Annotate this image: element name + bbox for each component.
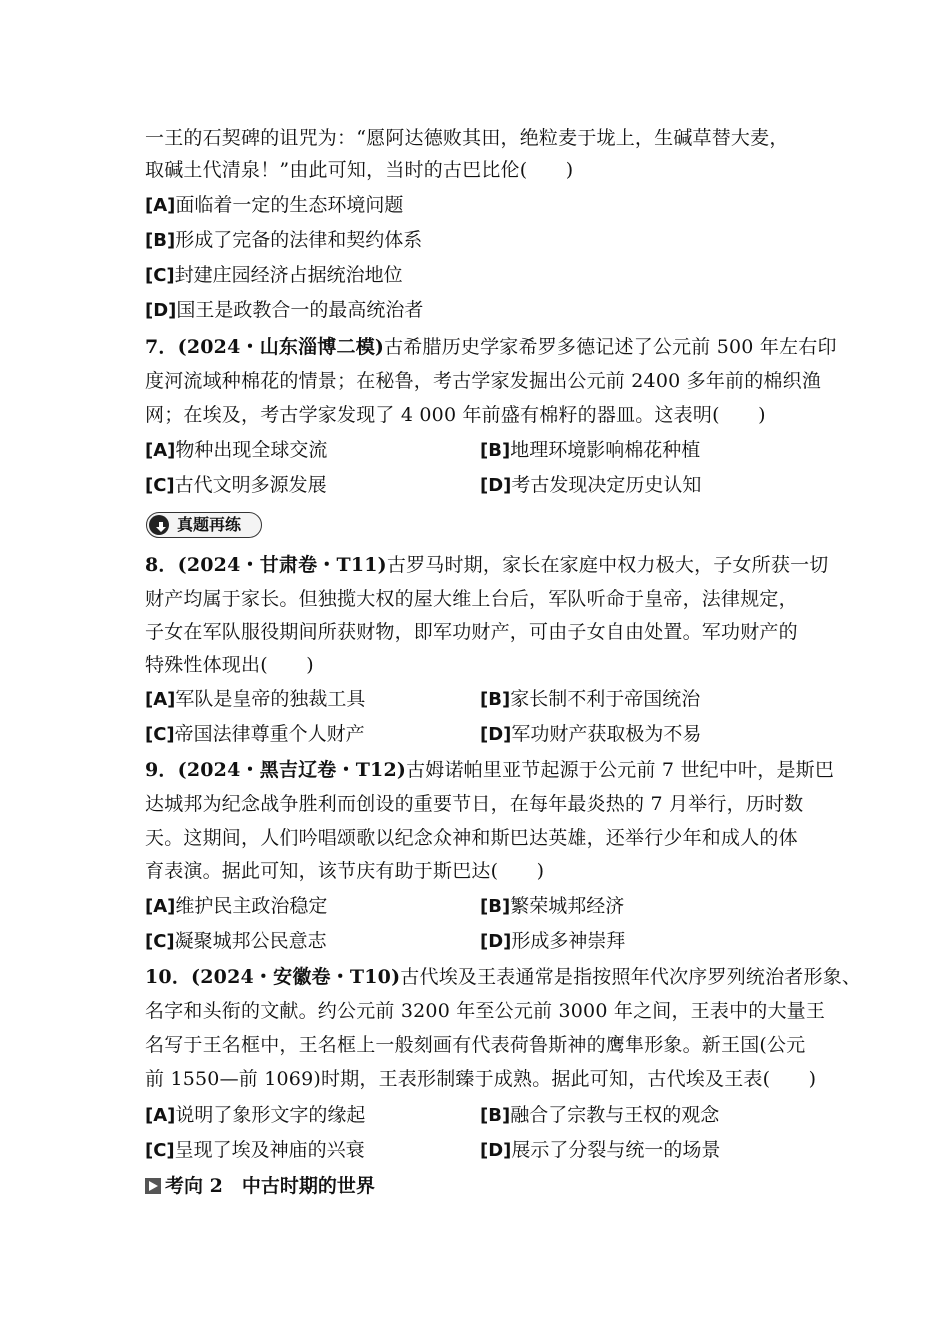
option-text: 呈现了埃及神庙的兴衰	[174, 1139, 365, 1161]
question-text: 古姆诺帕里亚节起源于公元前 7 世纪中叶，是斯巴	[406, 759, 835, 781]
q10-option-c[interactable]	[145, 1138, 365, 1163]
q6-stem-line-2: 取碱土代清泉！”由此可知，当时的古巴比伦( )	[145, 159, 574, 181]
section-heading	[145, 1174, 375, 1198]
option-letter: [C]	[145, 724, 175, 745]
option-text: 地理环境影响棉花种植	[510, 439, 701, 461]
option-letter: [B]	[480, 689, 511, 710]
q10-option-d[interactable]	[480, 1138, 720, 1163]
q8-stem-line-3: 子女在军队服役期间所获财物，即军功财产，可由子女自由处置。军功财产的	[145, 621, 798, 643]
option-text: 繁荣城邦经济	[510, 895, 625, 917]
option-letter: [D]	[480, 931, 512, 952]
q10-option-a[interactable]	[145, 1103, 365, 1128]
q7-stem-line-1	[145, 335, 837, 359]
play-triangle-icon	[145, 1178, 161, 1194]
option-text: 帝国法律尊重个人财产	[174, 723, 365, 745]
question-source: (2024・安徽卷・T10)	[191, 966, 401, 988]
option-text: 军队是皇帝的独裁工具	[175, 688, 366, 710]
option-letter: [B]	[480, 896, 511, 917]
q9-stem-line-1	[145, 758, 834, 782]
q9-option-b[interactable]	[480, 894, 624, 919]
option-letter: [D]	[145, 300, 177, 321]
banner-label: 真题再练	[177, 515, 242, 534]
question-number: 8．	[145, 554, 178, 576]
option-text: 家长制不利于帝国统治	[510, 688, 701, 710]
q6-option-c[interactable]	[145, 263, 403, 288]
q7-stem-line-3: 网；在埃及，考古学家发现了 4 000 年前盛有棉籽的器皿。这表明( )	[145, 404, 766, 426]
q9-stem-line-2: 达城邦为纪念战争胜利而创设的重要节日，在每年最炎热的 7 月举行，历时数	[145, 793, 804, 815]
q7-option-b[interactable]	[480, 438, 700, 463]
option-text: 国王是政教合一的最高统治者	[176, 299, 424, 321]
question-number: 7．	[145, 336, 178, 358]
q10-stem-line-1	[145, 965, 861, 989]
option-text: 封建庄园经济占据统治地位	[174, 264, 403, 286]
q9-option-c[interactable]	[145, 929, 327, 954]
q8-stem-line-2: 财产均属于家长。但独揽大权的屋大维上台后，军队听命于皇帝，法律规定，	[145, 588, 798, 610]
option-letter: [A]	[145, 896, 176, 917]
q10-stem-line-4: 前 1550—前 1069)时期，王表形制臻于成熟。据此可知，古代埃及王表( )	[145, 1068, 817, 1090]
question-text: 古希腊历史学家希罗多德记述了公元前 500 年左右印	[384, 336, 837, 358]
q10-stem-line-2: 名字和头衔的文献。约公元前 3200 年至公元前 3000 年之间，王表中的大量王	[145, 1000, 826, 1022]
question-source: (2024・山东淄博二模)	[177, 336, 385, 358]
q6-option-d[interactable]	[145, 298, 423, 323]
option-letter: [C]	[145, 1140, 175, 1161]
option-letter: [A]	[145, 195, 176, 216]
practice-banner	[146, 512, 262, 538]
question-source: (2024・甘肃卷・T11)	[177, 554, 387, 576]
option-letter: [A]	[145, 440, 176, 461]
option-text: 凝聚城邦公民意志	[174, 930, 327, 952]
q6-option-b[interactable]	[145, 228, 422, 253]
question-source: (2024・黑吉辽卷・T12)	[177, 759, 407, 781]
q8-option-c[interactable]	[145, 722, 365, 747]
option-letter: [A]	[145, 1105, 176, 1126]
question-text: 古罗马时期，家长在家庭中权力极大，子女所获一切	[386, 554, 829, 576]
q8-option-a[interactable]	[145, 687, 365, 712]
option-letter: [B]	[145, 230, 176, 251]
option-text: 面临着一定的生态环境问题	[175, 194, 404, 216]
q9-option-d[interactable]	[480, 929, 625, 954]
option-letter: [C]	[145, 931, 175, 952]
q7-option-a[interactable]	[145, 438, 327, 463]
q9-stem-line-4: 育表演。据此可知，该节庆有助于斯巴达( )	[145, 860, 545, 882]
option-text: 形成多神崇拜	[511, 930, 626, 952]
option-letter: [B]	[480, 1105, 511, 1126]
question-text: 古代埃及王表通常是指按照年代次序罗列统治者形象、	[400, 966, 862, 988]
option-letter: [C]	[145, 475, 175, 496]
q6-stem-line-1: 一王的石契碑的诅咒为：“愿阿达德败其田，绝粒麦于垅上，生碱草替大麦，	[145, 127, 789, 149]
q9-option-a[interactable]	[145, 894, 327, 919]
option-letter: [C]	[145, 265, 175, 286]
q9-stem-line-3: 天。这期间，人们吟唱颂歌以纪念众神和斯巴达英雄，还举行少年和成人的体	[145, 827, 798, 849]
option-letter: [D]	[480, 724, 512, 745]
q7-option-c[interactable]	[145, 473, 327, 498]
option-letter: [D]	[480, 1140, 512, 1161]
option-text: 维护民主政治稳定	[175, 895, 328, 917]
option-text: 展示了分裂与统一的场景	[511, 1139, 721, 1161]
q7-option-d[interactable]	[480, 473, 701, 498]
question-number: 9．	[145, 759, 178, 781]
option-text: 古代文明多源发展	[174, 474, 327, 496]
q8-option-b[interactable]	[480, 687, 700, 712]
q10-option-b[interactable]	[480, 1103, 719, 1128]
q8-stem-line-1	[145, 553, 828, 577]
q10-stem-line-3: 名写于王名框中，王名框上一般刻画有代表荷鲁斯神的鹰隼形象。新王国(公元	[145, 1034, 806, 1056]
arrow-glyph	[154, 520, 168, 534]
question-number: 10．	[145, 966, 192, 988]
q8-option-d[interactable]	[480, 722, 701, 747]
q6-option-a[interactable]	[145, 193, 403, 218]
option-letter: [B]	[480, 440, 511, 461]
download-arrow-icon	[149, 515, 169, 535]
option-text: 说明了象形文字的缘起	[175, 1104, 366, 1126]
option-text: 军功财产获取极为不易	[511, 723, 702, 745]
option-text: 形成了完备的法律和契约体系	[175, 229, 423, 251]
q8-stem-line-4: 特殊性体现出( )	[145, 654, 314, 676]
option-letter: [D]	[480, 475, 512, 496]
option-text: 物种出现全球交流	[175, 439, 328, 461]
section-label: 考向 2 中古时期的世界	[165, 1175, 375, 1197]
option-text: 融合了宗教与王权的观念	[510, 1104, 720, 1126]
option-text: 考古发现决定历史认知	[511, 474, 702, 496]
q7-stem-line-2: 度河流域种棉花的情景；在秘鲁，考古学家发掘出公元前 2400 多年前的棉织渔	[145, 370, 822, 392]
option-letter: [A]	[145, 689, 176, 710]
